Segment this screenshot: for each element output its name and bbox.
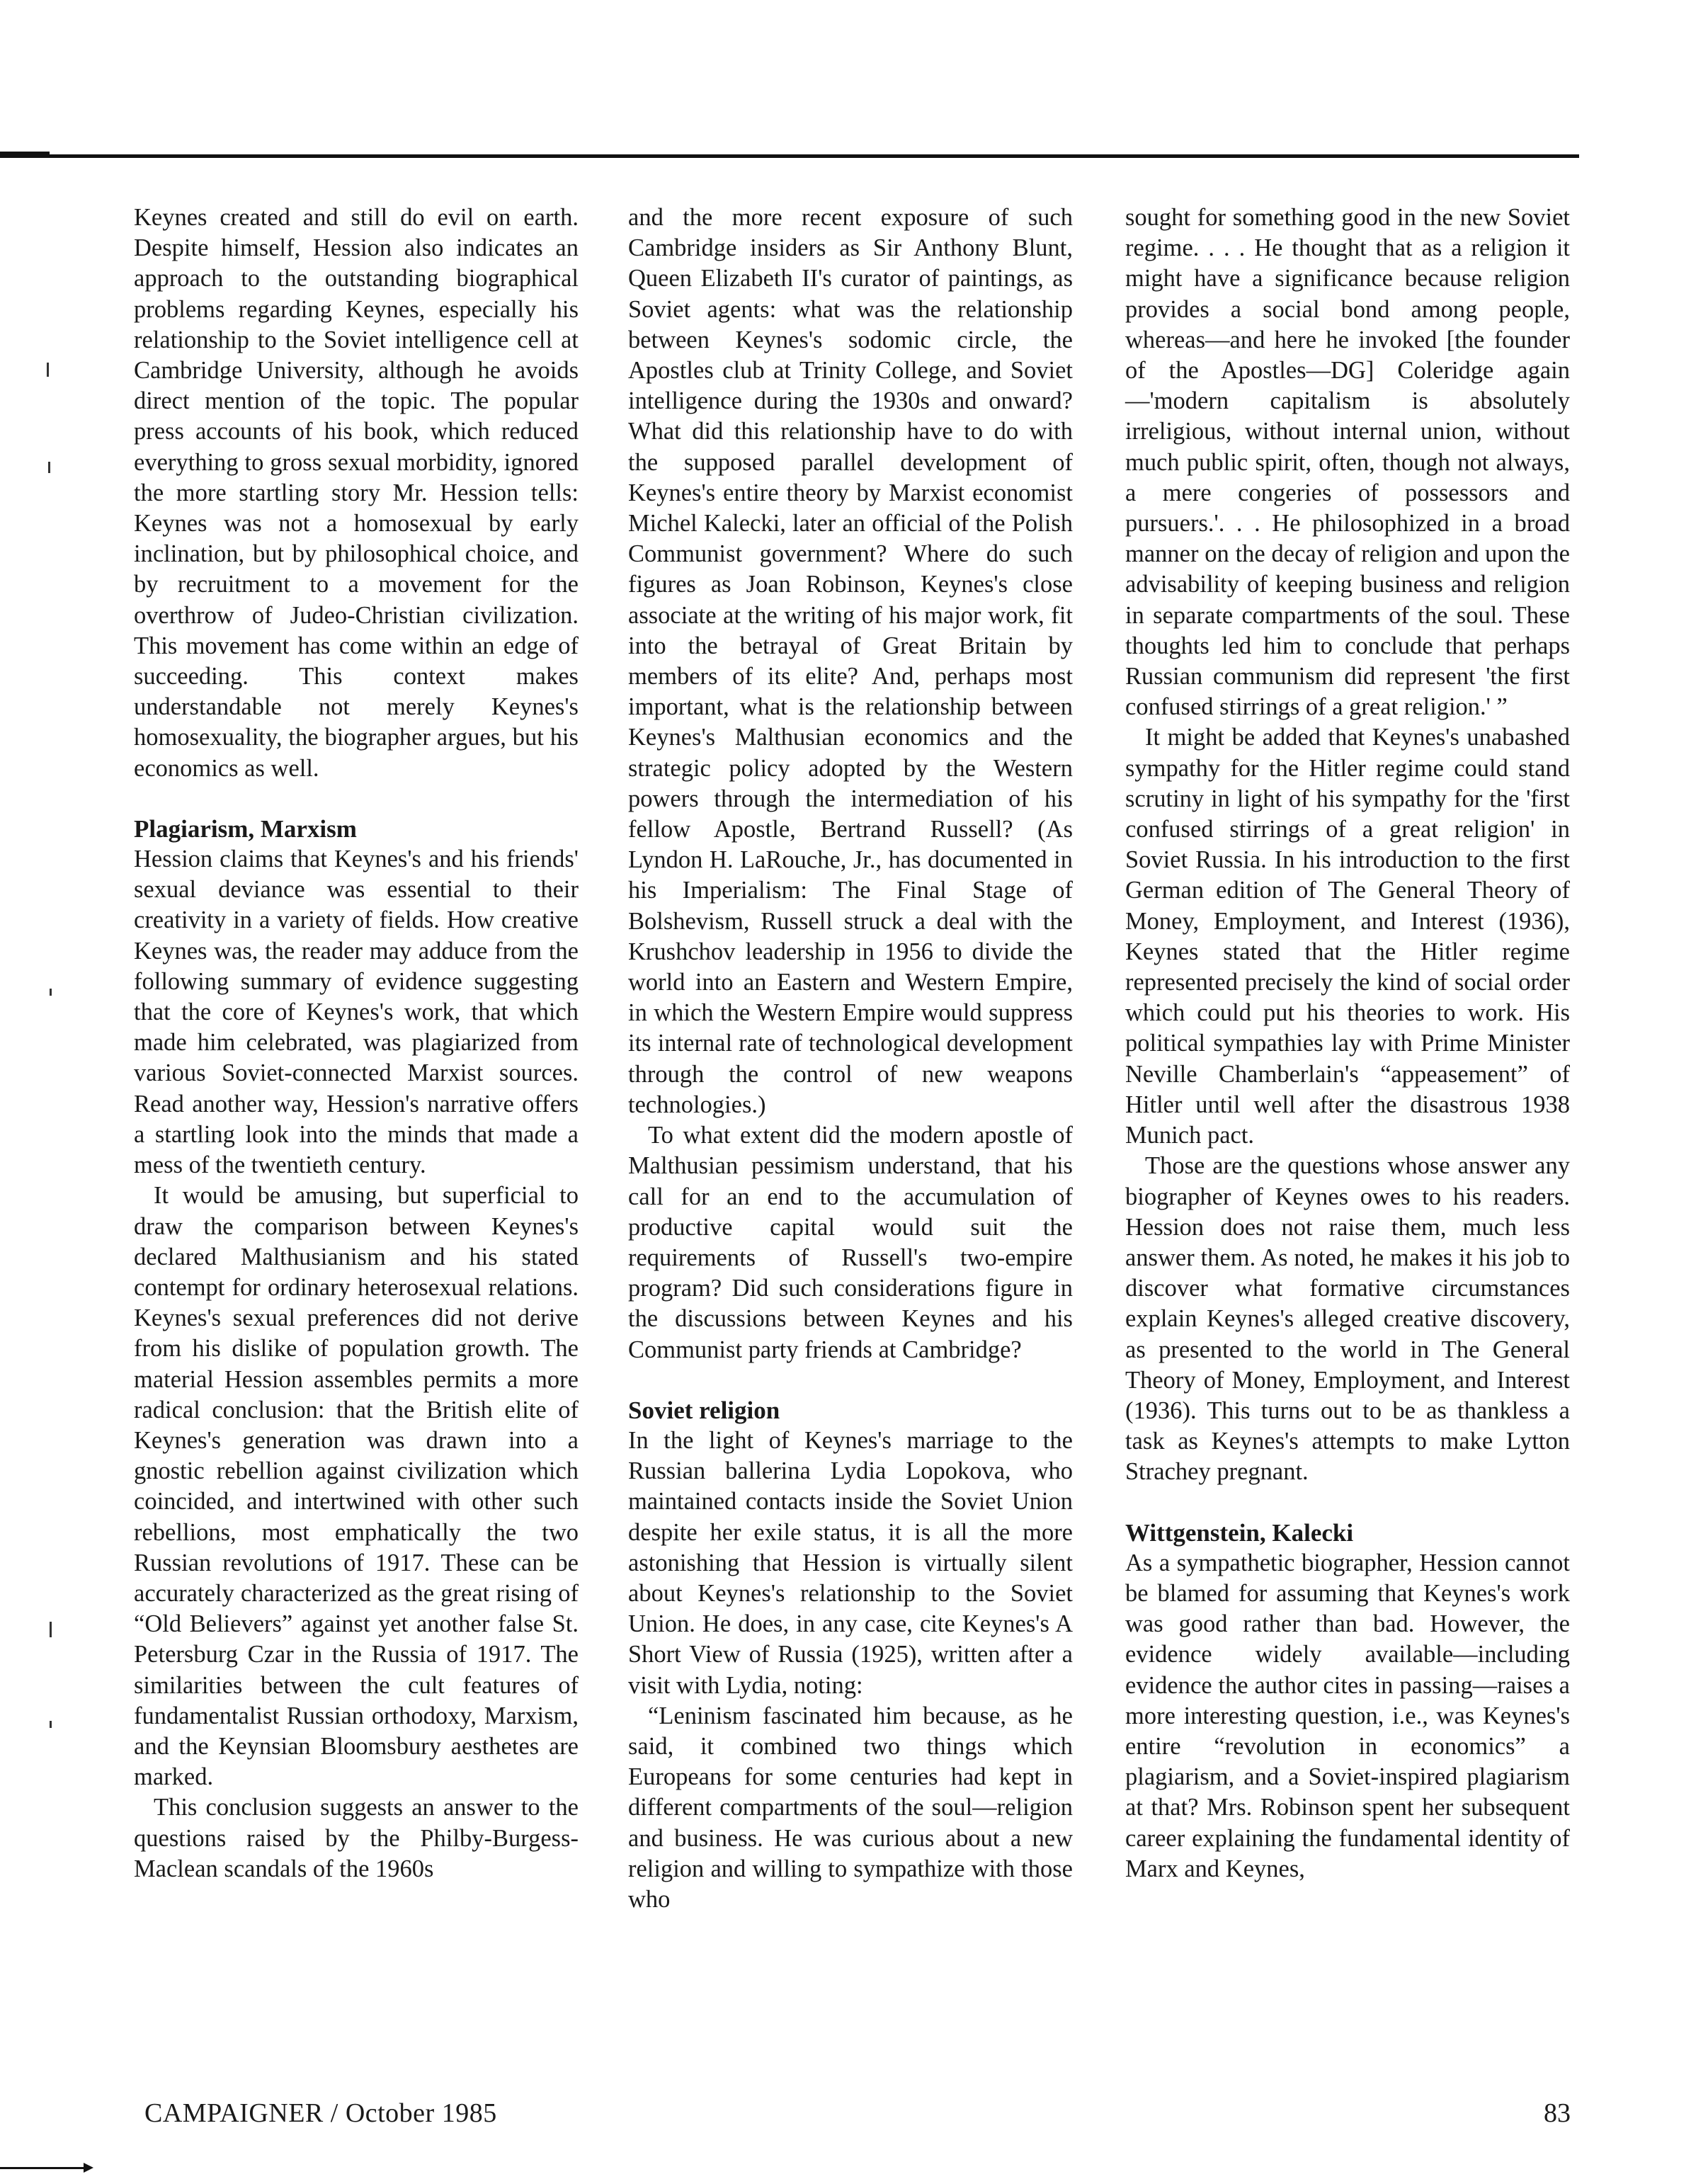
paragraph: Hession claims that Keynes's and his friends' sexual deviance was essential to their creativity in a variety of fields. How creative Keynes was, the reader may adduce from the following summary of evidence suggesting that the core of Keynes's work, that which made him celebrated, was plagiarized from various Soviet-connected Marxist sources. Read another way, Hession's narrative offers a startling look into the minds that made a mess of the twentieth century. bbox=[134, 846, 579, 1179]
page-number: 83 bbox=[1544, 2098, 1571, 2128]
paragraph: Keynes created and still do evil on earth. Despite himself, Hession also indicates an approach to the outstanding biographical problems regarding Keynes, especially his relationship to the Soviet intelligence cell at Cambridge University, although he avoids direct mention of the topic. The popular press accounts of his book, which reduced everything to gross sexual morbidity, ignored the more startling story Mr. Hession tells: Keynes was not a homosexual by early inclination, but by philosophical choice, and by recruitment to a movement for the overthrow of Judeo-Christian civilization. This movement has come within an edge of succeeding. This context makes understandable not merely Keynes's homosexuality, the biographer argues, but his economics as well. bbox=[134, 204, 579, 782]
paragraph: To what extent did the modern apostle of Malthusian pessimism understand, that his call for an end to the accumulation of productive capital would suit the requirements of Russell's two-empire program? Did such considerations figure in the discussions between Keynes and his Communist party friends at Cambridge? bbox=[628, 1122, 1073, 1363]
header-rule bbox=[0, 154, 1579, 158]
section-heading: Plagiarism, Marxism bbox=[134, 814, 357, 843]
paragraph: As a sympathetic biographer, Hession cannot be blamed for assuming that Keynes's work was good rather than bad. However, the evidence widely available—including evidence the author cites in passing—raises a more interesting question, i.e., was Keynes's entire “revolution in economics” a plagiarism, and a Soviet-inspired plagiarism at that? Mrs. Robinson spent her subsequent career explaining the fundamental identity of Marx and Keynes, bbox=[1125, 1549, 1570, 1882]
column-2 bbox=[628, 203, 1073, 1915]
margin-mark bbox=[50, 1622, 52, 1637]
paragraph: It might be added that Keynes's unabashed sympathy for the Hitler regime could stand scrutiny in light of his sympathy for the 'first confused stirrings of a great religion' in Soviet Russia. In his introduction to the first German edition of The General Theory of Money, Employment, and Interest (1936), Keynes stated that the Hitler regime represented precisely the kind of social order which could put his theories to work. His political sympathies lay with Prime Minister Neville Chamberlain's “appeasement” of Hitler until well after the disastrous 1938 Munich pact. bbox=[1125, 724, 1570, 1149]
paragraph: Those are the questions whose answer any biographer of Keynes owes to his readers. Hession does not raise them, much less answer them. As noted, he makes it his job to discover what formative circumstances explain Keynes's alleged creative discovery, as presented to the world in The General Theory of Money, Employment, and Interest (1936). This turns out to be as thankless a task as Keynes's attempts to make Lytton Strachey pregnant. bbox=[1125, 1152, 1570, 1486]
paragraph: and the more recent exposure of such Cambridge insiders as Sir Anthony Blunt, Queen Elizabeth II's curator of paintings, as Soviet agents: what was the relationship between Keynes's sodomic circle, the Apostles club at Trinity College, and Soviet intelligence during the 1930s and onward? What did this relationship have to do with the supposed parallel development of Keynes's entire theory by Marxist economist Michel Kalecki, later an official of the Polish Communist government? Where do such figures as Joan Robinson, Keynes's close associate at the writing of his major work, fit into the betrayal of Great Britain by members of its elite? And, perhaps most important, what is the relationship between Keynes's Malthusian economics and the strategic policy adopted by the Western powers through the intermediation of his fellow Apostle, Bertrand Russell? (As Lyndon H. LaRouche, Jr., has documented in his Imperialism: The Final Stage of Bolshevism, Russell struck a deal with the Krushchov leadership in 1956 to divide the world into an Eastern and Western Empire, in which the Western Empire would suppress its internal rate of technological development through the control of new weapons technologies.) bbox=[628, 204, 1073, 1118]
paragraph: In the light of Keynes's marriage to the Russian ballerina Lydia Lopokova, who maintained contacts inside the Soviet Union despite her exile status, it is all the more astonishing that Hession is virtually silent about Keynes's relationship to the Soviet Union. He does, in any case, cite Keynes's A Short View of Russia (1925), written after a visit with Lydia, noting: bbox=[628, 1426, 1073, 1699]
margin-mark bbox=[50, 989, 52, 996]
paragraph: “Leninism fascinated him because, as he said, it combined two things which Europeans for some centuries had kept in different compartments of the soul—religion and business. He was curious about a new religion and willing to sympathize with those who bbox=[628, 1702, 1073, 1913]
paragraph: It would be amusing, but superficial to draw the comparison between Keynes's declared Malthusianism and his stated contempt for ordinary heterosexual relations. Keynes's sexual preferences did not derive from his dislike of population growth. The material Hession assembles permits a more radical conclusion: that the British elite of Keynes's generation was drawn into a gnostic rebellion against civilization which coincided, and intertwined with other such rebellions, most emphatically the two Russian revolutions of 1917. These can be accurately characterized as the great rising of “Old Believers” against yet another false St. Petersburg Czar in the Russia of 1917. The similarities between the cult features of fundamentalist Russian orthodoxy, Marxism, and the Keynsian Bloomsbury aesthetes are marked. bbox=[134, 1182, 579, 1791]
publication-footer: CAMPAIGNER / October 1985 bbox=[144, 2098, 497, 2128]
column-3 bbox=[1125, 203, 1570, 1884]
column-1 bbox=[134, 203, 579, 1884]
margin-mark bbox=[47, 363, 49, 377]
footer-arrow bbox=[0, 2167, 85, 2169]
paragraph: This conclusion suggests an answer to the questions raised by the Philby-Burgess-Maclean scandals of the 1960s bbox=[134, 1794, 579, 1882]
margin-mark bbox=[50, 1721, 52, 1728]
section-heading: Wittgenstein, Kalecki bbox=[1125, 1518, 1354, 1547]
section-heading: Soviet religion bbox=[628, 1396, 780, 1424]
paragraph: sought for something good in the new Soviet regime. . . . He thought that as a religion it might have a significance because religion provides a social bond among people, whereas—and here he invoked [the founder of the Apostles—DG] Coleridge again—'modern capitalism is absolutely irreligious, without internal union, without much public spirit, often, though not always, a mere congeries of possessors and pursuers.'. . . He philosophized in a broad manner on the decay of religion and upon the advisability of keeping business and religion in separate compartments of the soul. These thoughts led him to conclude that perhaps Russian communism did represent 'the first confused stirrings of a great religion.' ” bbox=[1125, 204, 1570, 721]
margin-mark bbox=[48, 462, 50, 473]
